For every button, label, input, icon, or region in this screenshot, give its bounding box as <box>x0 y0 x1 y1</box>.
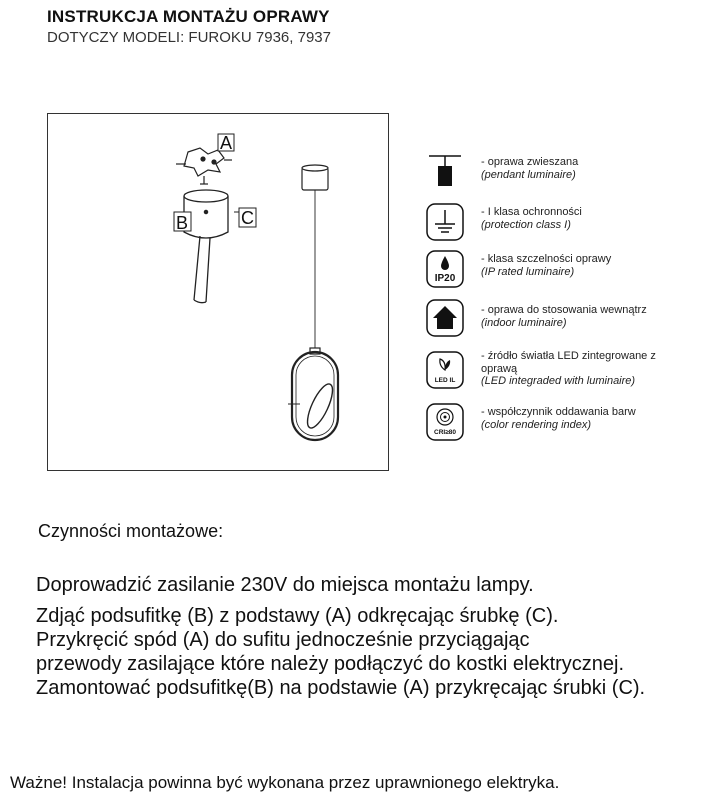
legend-item-protection-class <box>425 202 695 244</box>
page-title: INSTRUKCJA MONTAŻU OPRAWY <box>47 7 330 26</box>
instruction-step: Zamontować podsufitkę(B) na podstawie (A) przykręcając śrubki (C). <box>36 677 646 699</box>
indoor-house-icon <box>425 298 465 338</box>
legend-led-pl: - źródło światła LED zintegrowane z oprawą <box>481 350 656 375</box>
instruction-step: Doprowadzić zasilanie 230V do miejsca montażu lampy. <box>36 574 534 596</box>
ground-icon <box>425 202 465 242</box>
label-b: B <box>176 213 189 233</box>
canopy-drawing <box>184 190 228 303</box>
legend-cri-en: (color rendering index) <box>481 418 592 431</box>
page-subtitle: DOTYCZY MODELI: FUROKU 7936, 7937 <box>47 29 331 46</box>
led-leaf-icon <box>425 350 465 390</box>
mounting-bracket-drawing <box>176 148 232 184</box>
label-c: C <box>241 208 254 228</box>
instruction-step: Przykręcić spód (A) do sufitu jednocześnie przyciągając <box>36 629 530 651</box>
cri-icon <box>425 402 465 442</box>
legend-ip-en: (IP rated luminaire) <box>481 265 575 278</box>
legend-cri-pl: - współczynnik oddawania barw <box>481 406 636 418</box>
ip20-icon-text: IP20 <box>434 273 456 284</box>
legend-indoor-en: (indoor luminaire) <box>481 316 567 329</box>
legend-item-indoor <box>425 298 695 340</box>
legend-ip-pl: - klasa szczelności oprawy <box>481 253 612 265</box>
pendant-lamp-drawing <box>288 165 338 440</box>
assembly-diagram <box>48 114 388 470</box>
legend-pendant-pl: - oprawa zwieszana <box>481 156 579 168</box>
instructions-heading: Czynności montażowe: <box>38 521 224 541</box>
legend-item-led <box>425 350 695 392</box>
legend-indoor-pl: - oprawa do stosowania wewnątrz <box>481 304 647 316</box>
label-a: A <box>220 133 233 153</box>
legend-pendant-en: (pendant luminaire) <box>481 168 576 181</box>
assembly-diagram-frame <box>47 113 389 471</box>
legend-led-en: (LED integraded with luminaire) <box>481 375 636 387</box>
legend-item-pendant <box>425 152 695 194</box>
legend-item-ip20 <box>425 249 695 291</box>
cri-icon-text: CRI≥80 <box>434 429 456 436</box>
pendant-icon <box>425 152 465 192</box>
legend-class-pl: - I klasa ochronności <box>481 206 582 218</box>
instruction-step: przewody zasilające które należy podłączyć do kostki elektrycznej. <box>36 653 625 675</box>
ip20-icon <box>425 249 465 289</box>
warning-note: Ważne! Instalacja powinna być wykonana przez uprawnionego elektryka. <box>10 773 560 792</box>
led-icon-text: LED IL <box>434 377 456 384</box>
instruction-step: Zdjąć podsufitkę (B) z podstawy (A) odkręcając śrubkę (C). <box>36 605 559 627</box>
legend-class-en: (protection class I) <box>481 218 571 231</box>
legend-item-cri <box>425 402 695 444</box>
